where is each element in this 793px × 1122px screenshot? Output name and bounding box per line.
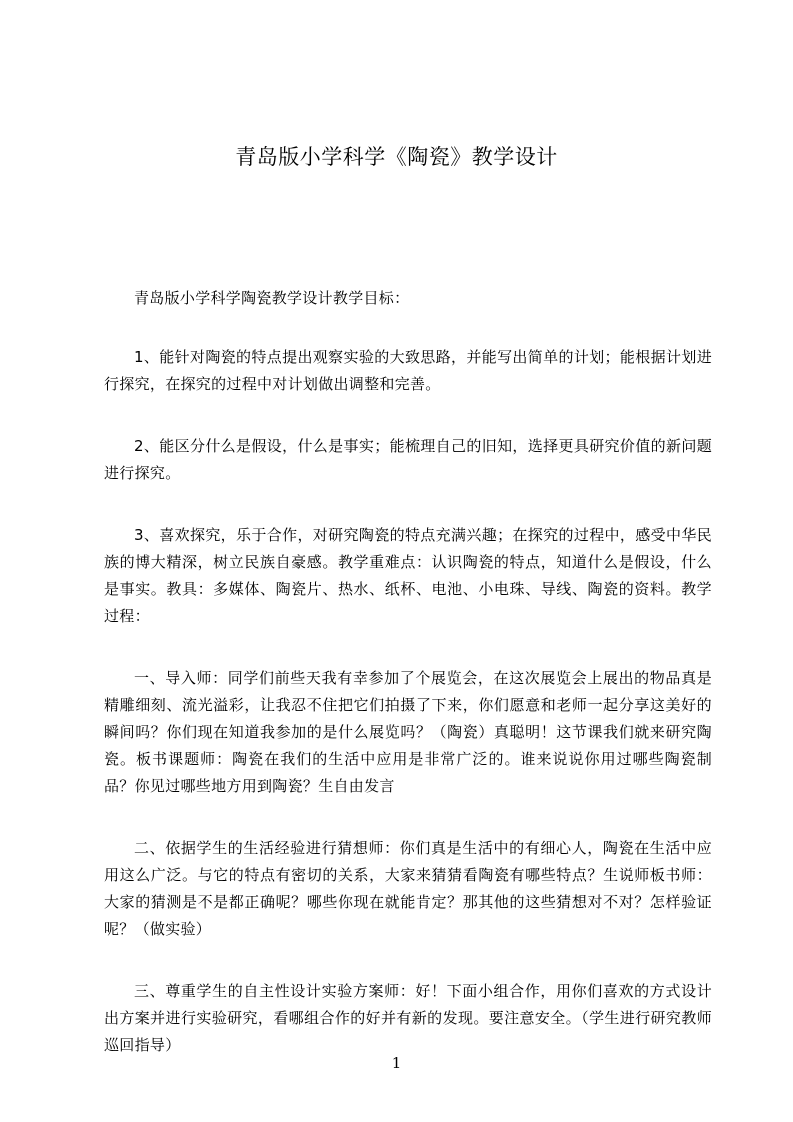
page-number: 1 [391,1054,402,1072]
paragraph-objective-3: 3、喜欢探究，乐于合作，对研究陶瓷的特点充满兴趣；在探究的过程中，感受中华民族的博大精深，树立民族自豪感。教学重难点：认识陶瓷的特点，知道什么是假设，什么是事实。教具：多媒体、陶瓷片、热水、纸杯、电池、小电珠、导线、陶瓷的资料。教学过程： [104,526,712,625]
paragraph-section-2: 二、依据学生的生活经验进行猜想师：你们真是生活中的有细心人，陶瓷在生活中应用这么广泛。与它的特点有密切的关系，大家来猜猜看陶瓷有哪些特点？生说师板书师：大家的猜测是不是都正确呢？哪些你现在就能肯定？那其他的这些猜想对不对？怎样验证呢？（做实验） [104,839,712,938]
paragraph-objectives-heading: 青岛版小学科学陶瓷教学设计教学目标： [134,289,410,307]
document-title: 青岛版小学科学《陶瓷》教学设计 [235,145,558,169]
paragraph-objective-1: 1、能针对陶瓷的特点提出观察实验的大致思路，并能写出简单的计划；能根据计划进行探究，在探究的过程中对计划做出调整和完善。 [104,348,712,393]
document-body [104,285,712,1094]
paragraph-objective-2: 2、能区分什么是假设，什么是事实；能梳理自己的旧知，选择更具研究价值的新问题进行探究。 [104,437,712,482]
paragraph-section-3: 三、尊重学生的自主性设计实验方案师：好！下面小组合作，用你们喜欢的方式设计出方案并进行实验研究，看哪组合作的好并有新的发现。要注意安全。（学生进行研究教师巡回指导） [104,982,712,1054]
paragraph-section-1: 一、导入师：同学们前些天我有幸参加了个展览会，在这次展览会上展出的物品真是精雕细刻、流光溢彩，让我忍不住把它们拍摄了下来，你们愿意和老师一起分享这美好的瞬间吗？你们现在知道我参加的是什么展览吗？（陶瓷）真聪明！这节课我们就来研究陶瓷。板书课题师：陶瓷在我们的生活中应用是非常广泛的。谁来说说你用过哪些陶瓷制品？你见过哪些地方用到陶瓷？生自由发言 [104,669,712,795]
